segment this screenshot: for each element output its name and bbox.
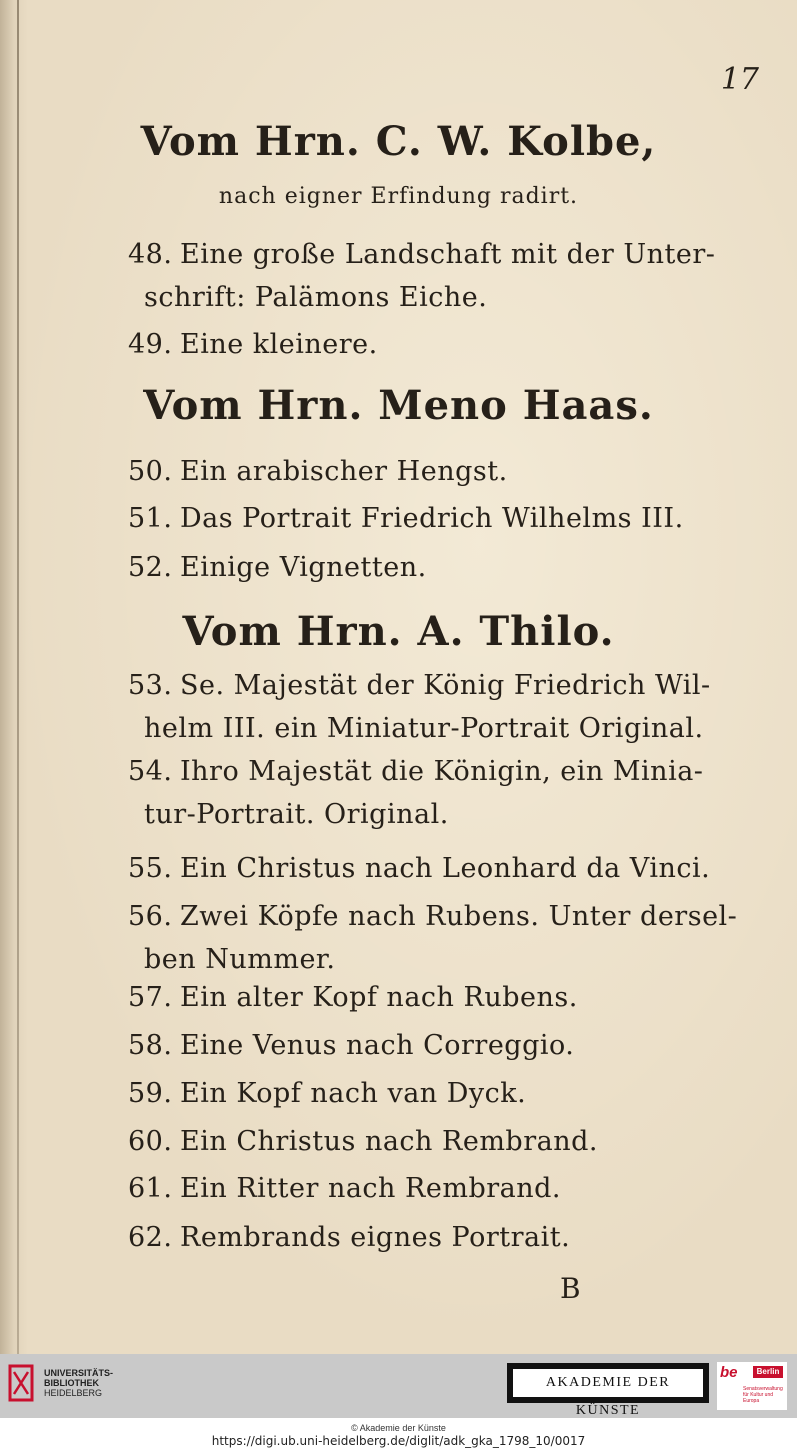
entry-number: 50.	[128, 456, 173, 487]
catalog-entry	[128, 895, 748, 981]
berlin-be-mark: be	[720, 1364, 738, 1381]
entry-text: Ihro Majestät die Königin, ein Minia-	[180, 756, 704, 787]
section-heading-thilo: Vom Hrn. A. Thilo.	[182, 608, 615, 655]
catalog-entry	[128, 450, 748, 493]
berlin-senate-text	[743, 1386, 785, 1404]
copyright-notice: © Akademie der Künste	[351, 1423, 446, 1433]
entry-number: 60.	[128, 1126, 173, 1157]
ub-logo-line: UNIVERSITÄTS-	[44, 1368, 114, 1378]
akademie-label: AKADEMIE DER KÜNSTE	[513, 1369, 703, 1397]
footer	[0, 1354, 797, 1451]
section-heading-kolbe: Vom Hrn. C. W. Kolbe,	[140, 118, 657, 165]
entry-number: 53.	[128, 670, 173, 701]
berlin-senate-logo[interactable]	[717, 1362, 787, 1410]
entry-text: Rembrands eignes Portrait.	[180, 1222, 571, 1253]
catalog-entry	[128, 233, 748, 319]
entry-text: Zwei Köpfe nach Rubens. Unter dersel-	[180, 901, 738, 932]
entry-number: 61.	[128, 1173, 173, 1204]
berlin-tag: Berlin	[753, 1366, 783, 1378]
catalog-entry	[128, 1072, 748, 1115]
entry-number: 49.	[128, 329, 173, 360]
entry-text-continued: schrift: Palämons Eiche.	[144, 282, 488, 313]
signature-mark: B	[560, 1272, 581, 1305]
page-number: 17	[720, 62, 759, 97]
entry-number: 62.	[128, 1222, 173, 1253]
entry-number: 52.	[128, 552, 173, 583]
entry-number: 58.	[128, 1030, 173, 1061]
entry-text: Ein Kopf nach van Dyck.	[180, 1078, 527, 1109]
catalog-entry	[128, 750, 748, 836]
entry-number: 55.	[128, 853, 173, 884]
entry-number: 54.	[128, 756, 173, 787]
akademie-der-kuenste-logo[interactable]	[507, 1363, 709, 1418]
entry-text: Eine Venus nach Correggio.	[180, 1030, 575, 1061]
catalog-entry	[128, 1216, 748, 1259]
entry-text: Ein Christus nach Leonhard da Vinci.	[180, 853, 711, 884]
entry-text: Eine kleinere.	[180, 329, 378, 360]
entry-text: Ein arabischer Hengst.	[180, 456, 508, 487]
entry-text: Ein alter Kopf nach Rubens.	[180, 982, 578, 1013]
catalog-entry	[128, 1167, 748, 1210]
entry-text: Se. Majestät der König Friedrich Wil-	[180, 670, 711, 701]
ub-logo-line: BIBLIOTHEK	[44, 1378, 99, 1388]
ub-heidelberg-wordmark	[44, 1368, 113, 1398]
entry-number: 57.	[128, 982, 173, 1013]
berlin-senate-line: Senatsverwaltung	[743, 1386, 783, 1392]
catalog-entry	[128, 323, 748, 366]
ub-heidelberg-logo[interactable]	[8, 1362, 138, 1406]
footer-logo-band	[0, 1354, 797, 1418]
catalog-entry	[128, 976, 748, 1019]
entry-number: 48.	[128, 239, 173, 270]
entry-text: Das Portrait Friedrich Wilhelms III.	[180, 503, 684, 534]
entry-number: 59.	[128, 1078, 173, 1109]
source-url-link[interactable]: https://digi.ub.uni-heidelberg.de/diglit/adk_gka_1798_10/0017	[211, 1434, 586, 1448]
ub-logo-line: HEIDELBERG	[44, 1388, 103, 1398]
entry-text-continued: tur-Portrait. Original.	[144, 799, 449, 830]
ub-heidelberg-mark-icon	[8, 1362, 38, 1404]
catalog-entry	[128, 497, 748, 540]
entry-text: Eine große Landschaft mit der Unter-	[180, 239, 716, 270]
catalog-entry	[128, 1024, 748, 1067]
entry-text-continued: ben Nummer.	[144, 944, 336, 975]
entry-text-continued: helm III. ein Miniatur-Portrait Original.	[144, 713, 704, 744]
entry-number: 51.	[128, 503, 173, 534]
entry-text: Ein Ritter nach Rembrand.	[180, 1173, 561, 1204]
entry-number: 56.	[128, 901, 173, 932]
catalog-entry	[128, 1120, 748, 1163]
entry-text: Einige Vignetten.	[180, 552, 427, 583]
berlin-senate-line: für Kultur und Europa	[743, 1392, 774, 1404]
catalog-entry	[128, 847, 748, 890]
catalog-entry	[128, 546, 748, 589]
entry-text: Ein Christus nach Rembrand.	[180, 1126, 598, 1157]
section-subheading-kolbe: nach eigner Erfindung radirt.	[218, 184, 579, 209]
section-heading-haas: Vom Hrn. Meno Haas.	[143, 382, 654, 429]
catalog-entry	[128, 664, 748, 750]
